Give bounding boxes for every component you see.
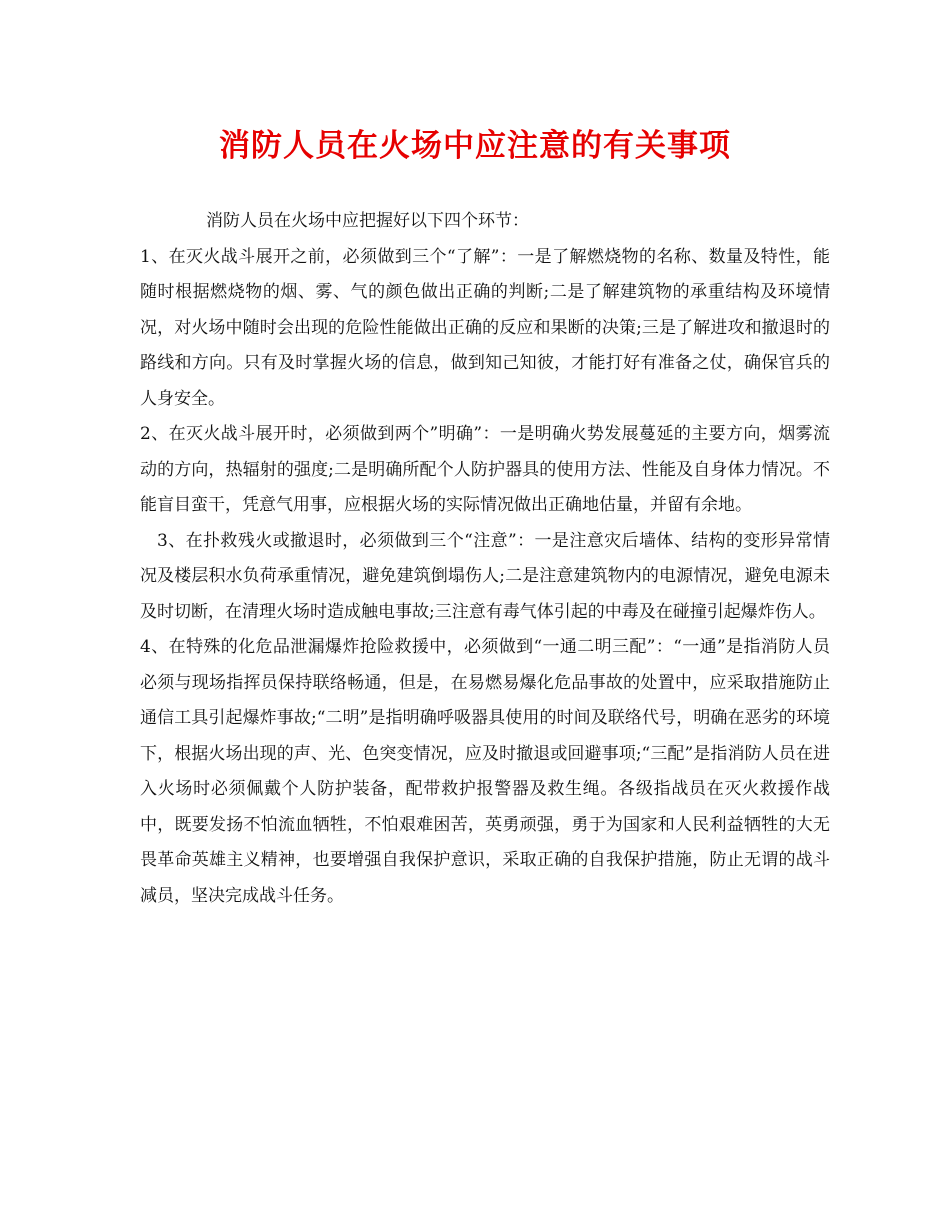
document-body [140, 204, 830, 914]
page-title: 消防人员在火场中应注意的有关事项 [219, 128, 731, 164]
paragraph-2: 2、在灭火战斗展开时，必须做到两个”明确”：一是明确火势发展蔓延的主要方向，烟雾流动的方向，热辐射的强度;二是明确所配个人防护器具的使用方法、性能及自身体力情况。不能盲目蛮干，凭意气用事，应根据火场的实际情况做出正确地估量，并留有余地。 [140, 424, 830, 515]
paragraph-3: 3、在扑救残火或撤退时，必须做到三个“注意”：一是注意灾后墙体、结构的变形异常情况及楼层积水负荷承重情况，避免建筑倒塌伤人;二是注意建筑物内的电源情况，避免电源未及时切断，在清理火场时造成触电事故;三注意有毒气体引起的中毒及在碰撞引起爆炸伤人。 [140, 530, 830, 622]
paragraph-1: 1、在灭火战斗展开之前，必须做到三个“了解”：一是了解燃烧物的名称、数量及特性，能随时根据燃烧物的烟、雾、气的颜色做出正确的判断;二是了解建筑物的承重结构及环境情况，对火场中随时会出现的危险性能做出正确的反应和果断的决策;三是了解进攻和撤退时的路线和方向。只有及时掌握火场的信息，做到知己知彼，才能打好有准备之仗，确保官兵的人身安全。 [140, 246, 830, 409]
intro-paragraph: 消防人员在火场中应把握好以下四个环节： [206, 211, 529, 231]
paragraph-4: 4、在特殊的化危品泄漏爆炸抢险救援中，必须做到“一通二明三配”：“一通”是指消防人员必须与现场指挥员保持联络畅通，但是，在易燃易爆化危品事故的处置中，应采取措施防止通信工具引起爆炸事故;“二明”是指明确呼吸器具使用的时间及联络代号，明确在恶劣的环境下，根据火场出现的声、光、色突变情况，应及时撤退或回避事项;“三配”是指消防人员在进入火场时必须佩戴个人防护装备，配带救护报警器及救生绳。各级指战员在灭火救援作战中，既要发扬不怕流血牺牲，不怕艰难困苦，英勇顽强，勇于为国家和人民利益牺牲的大无畏革命英雄主义精神，也要增强自我保护意识，采取正确的自我保护措施，防止无谓的战斗减员，坚决完成战斗任务。 [140, 637, 830, 906]
